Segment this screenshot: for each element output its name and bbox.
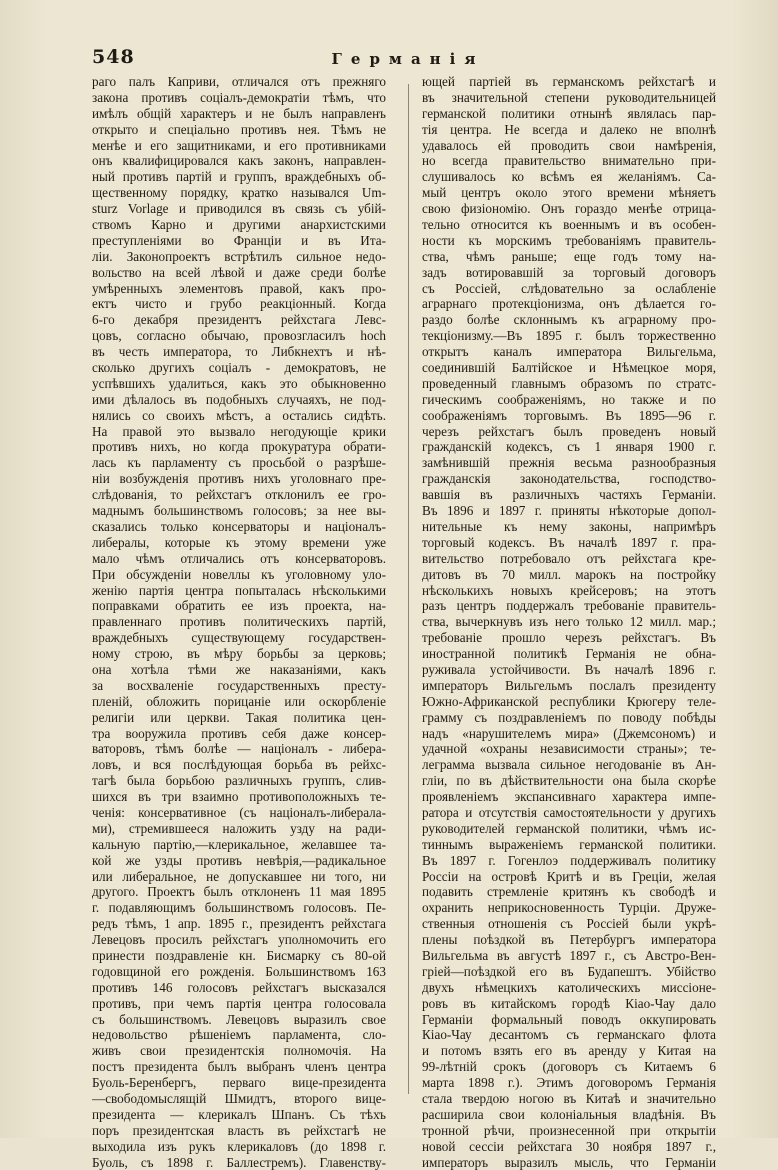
- text-line: Германіи формальный поводъ оккупировать: [422, 1011, 716, 1027]
- text-line: ловъ, и вся послѣдующая борьба въ рейхс-: [92, 757, 386, 773]
- text-line: подавить стремленіе критянъ къ свободѣ и: [422, 884, 716, 900]
- text-line: требованіе прошло черезъ рейхстагъ. Въ: [422, 630, 716, 646]
- text-line: стала твердою ногою въ Китаѣ и значительно: [422, 1091, 716, 1106]
- text-line: ваторовъ, тѣмъ болѣе — націоналъ - либера-: [92, 741, 386, 757]
- text-line: имѣлъ общій характеръ и не былъ направленъ: [92, 105, 386, 121]
- text-line: свою физіономію. Онъ гораздо менѣе отрица-: [422, 201, 716, 217]
- text-line: ровъ въ китайскомъ городѣ Кiao-Чау дало: [422, 995, 716, 1011]
- text-line: нительные къ нему законы, напримѣръ: [422, 518, 716, 534]
- running-title: Германія: [331, 50, 485, 68]
- text-line: редъ тѣмъ, 1 апр. 1895 г., президентъ рейхстага: [92, 916, 386, 932]
- text-line: торговый кодексъ. Въ началѣ 1897 г. пра-: [422, 534, 716, 550]
- text-line: тронной рѣчи, произнесенной при открытіи: [422, 1122, 716, 1138]
- text-line: 99-лѣтній срокъ (договоръ съ Китаемъ 6: [422, 1059, 716, 1075]
- text-line: за восхваленіе государственныхъ престу-: [92, 677, 386, 693]
- text-line: принести поздравленіе кн. Бисмарку съ 80-ой: [92, 947, 386, 963]
- text-line: грамму съ поздравленіемъ по поводу побѣды: [422, 709, 716, 725]
- text-line: кальную партію,—клерикальное, желавшее та-: [92, 836, 386, 852]
- text-line: президента — клерикалъ Шпанъ. Съ тѣхъ: [92, 1106, 386, 1122]
- text-line: дитовъ въ 70 милл. марокъ на постройку: [422, 566, 716, 582]
- text-line: гліи, по въ дѣйствительности она была скорѣе: [422, 773, 716, 789]
- text-line: съ Россіей, слѣдовательно за ослабленіе: [422, 280, 716, 296]
- text-line: леграмма вызвала сильное негодованіе въ Ан-: [422, 757, 716, 773]
- text-line: противъ, при чемъ партія центра голосовала: [92, 995, 386, 1011]
- text-line: иностранной политикѣ Германія не обна-: [422, 646, 716, 662]
- text-line: раго палъ Каприви, отличался отъ прежняго: [92, 74, 386, 89]
- text-line: новой сессіи рейхстага 30 ноября 1897 г.,: [422, 1138, 716, 1154]
- text-line: ному строю, въ мѣру борьбы за церковь;: [92, 646, 386, 662]
- text-line: противъ нихъ, но когда прокуратура обрати-: [92, 439, 386, 455]
- text-line: ства, вычеркнувъ изъ него только 12 милл. мар.;: [422, 614, 716, 630]
- text-line: руководителей германской политики, чѣмъ ис-: [422, 820, 716, 836]
- column-divider: [408, 84, 409, 1094]
- text-line: sturz Vorlage и приводился въ связь съ убій-: [92, 201, 386, 217]
- text-line: либералы, которые къ этому времени уже: [92, 534, 386, 550]
- text-line: женію партія центра попыталась нѣсколькими: [92, 582, 386, 598]
- text-line: замѣнившій прежнія весьма разнообразныя: [422, 455, 716, 471]
- text-line: удавалось ей проводить свои намѣренія,: [422, 137, 716, 153]
- text-line: задъ вотировавшій за торговый договоръ: [422, 264, 716, 280]
- text-line: слѣдованія, то рейхстагъ отклонилъ ее гро-: [92, 487, 386, 503]
- text-line: цовъ, согласно обычаю, провозгласилъ hoch: [92, 328, 386, 344]
- text-line: менѣе и его защитниками, и его противниками: [92, 137, 386, 153]
- text-line: закона противъ соціалъ-демократіи тѣмъ, что: [92, 89, 386, 105]
- text-line: нѣсколькихъ новыхъ крейсеровъ; на этотъ: [422, 582, 716, 598]
- text-line: открыто и спеціально противъ нея. Тѣмъ не: [92, 121, 386, 137]
- text-line: шихся въ три взаимно противоположныхъ те-: [92, 789, 386, 805]
- text-line: съ большинствомъ. Левецовъ выразилъ свое: [92, 1011, 386, 1027]
- text-line: императоръ выразилъ мысль, что Германіи: [422, 1154, 716, 1170]
- text-line: мый центръ около этого времени мѣняетъ: [422, 185, 716, 201]
- text-line: императоръ Вильгельмъ послалъ президенту: [422, 677, 716, 693]
- text-line: сколько другихъ соціалъ - демократовъ, не: [92, 360, 386, 376]
- text-line: гріей—поѣздкой его въ Будапештъ. Убійство: [422, 963, 716, 979]
- text-line: раздо болѣе склоннымъ къ аграрному про-: [422, 312, 716, 328]
- text-line: удачной «охраны независимости страны»; те-: [422, 741, 716, 757]
- text-line: тія центра. Не всегда и далеко не вполнѣ: [422, 121, 716, 137]
- text-line: лась къ парламенту съ просьбой о разрѣше-: [92, 455, 386, 471]
- right-column: [422, 74, 716, 1170]
- text-line: Кiao-Чау десантомъ съ германскаго флота: [422, 1027, 716, 1043]
- text-line: германской политики отнынѣ являлась пар-: [422, 105, 716, 121]
- text-line: соображеніямъ торговымъ. Въ 1895—96 г.: [422, 407, 716, 423]
- text-line: марта 1898 г.). Этимъ договоромъ Германія: [422, 1075, 716, 1091]
- text-line: Вильгельма въ августѣ 1897 г., съ Австро-Вен-: [422, 947, 716, 963]
- text-line: живъ свои президентскія полномочія. На: [92, 1043, 386, 1059]
- text-line: щественному порядку, кратко назывался Um-: [92, 185, 386, 201]
- text-line: охранить неприкосновенность Турціи. Друже-: [422, 900, 716, 916]
- page-number: 548: [92, 46, 135, 68]
- text-line: въ честь императора, то Либкнехтъ и нѣ-: [92, 344, 386, 360]
- text-line: религіи или церкви. Такая политика цен-: [92, 709, 386, 725]
- text-line: соединившій Балтійское и Нѣмецкое моря,: [422, 360, 716, 376]
- text-line: Буоль, съ 1898 г. Баллестремъ). Главенству-: [92, 1154, 386, 1170]
- text-line: проведенный главнымъ образомъ по стратс-: [422, 375, 716, 391]
- text-line: ратора и отсутствія самостоятельности у другихъ: [422, 804, 716, 820]
- text-line: Въ 1896 и 1897 г. приняты нѣкоторые допол-: [422, 503, 716, 519]
- text-line: Южно-Африканской республики Крюгеру теле-: [422, 693, 716, 709]
- text-line: умѣренныхъ элементовъ правой, какъ про-: [92, 280, 386, 296]
- text-line: недовольство рѣшеніемъ парламента, сло-: [92, 1027, 386, 1043]
- text-line: постъ президента былъ выбранъ членъ центра: [92, 1059, 386, 1075]
- text-line: и потомъ взять его въ аренду у Китая на: [422, 1043, 716, 1059]
- text-line: онъ квалифицировался какъ законъ, направлен-: [92, 153, 386, 169]
- text-line: надъ «нарушителемъ мира» (Джемсономъ) и: [422, 725, 716, 741]
- text-line: ства, чѣмъ раньше; еще годъ тому на-: [422, 248, 716, 264]
- text-line: въ значительной степени руководительницей: [422, 89, 716, 105]
- text-line: успѣвшихъ удалиться, какъ это обыкновенно: [92, 375, 386, 391]
- text-line: преступленіями во Франціи и въ Ита-: [92, 232, 386, 248]
- text-line: тельно относится къ военнымъ и въ особен-: [422, 217, 716, 233]
- text-line: г. подавляющимъ большинствомъ голосовъ. Пе-: [92, 900, 386, 916]
- text-line: ный противъ партій и группъ, враждебныхъ об-: [92, 169, 386, 185]
- text-line: ліи. Законопроектъ встрѣтилъ сильное недо-: [92, 248, 386, 264]
- text-line: вительство потребовало отъ рейхстага кре-: [422, 550, 716, 566]
- text-line: правленнаго противъ политическихъ партій,: [92, 614, 386, 630]
- text-line: Левецовъ просилъ рейхстагъ уполномочить его: [92, 932, 386, 948]
- text-line: На правой это вызвало негодующіе крики: [92, 423, 386, 439]
- text-line: расширила свои колоніальныя владѣнія. Въ: [422, 1106, 716, 1122]
- text-line: она хотѣла тѣми же наказаніями, какъ: [92, 661, 386, 677]
- text-line: тиннымъ выраженіемъ германской политики.: [422, 836, 716, 852]
- text-line: 6-го декабря президентъ рейхстага Левс-: [92, 312, 386, 328]
- text-line: выходила изъ рукъ клерикаловъ (до 1898 г.: [92, 1138, 386, 1154]
- text-line: ніи возбужденія противъ нихъ уголовнаго пре-: [92, 471, 386, 487]
- text-line: черезъ рейхстагъ былъ проведенъ новый: [422, 423, 716, 439]
- text-line: другого. Проектъ былъ отклоненъ 11 мая 1895: [92, 884, 386, 900]
- text-line: вольство на всей лѣвой и даже среди болѣе: [92, 264, 386, 280]
- text-line: тагѣ была борьбою различныхъ группъ, слив-: [92, 773, 386, 789]
- text-line: ющей партіей въ германскомъ рейхстагѣ и: [422, 74, 716, 89]
- text-line: ми), стремившееся наложить узду на ради-: [92, 820, 386, 836]
- text-line: ственныя отношенія съ Россіей были укрѣ-: [422, 916, 716, 932]
- text-line: Россіи на островѣ Критѣ и въ Греціи, желая: [422, 868, 716, 884]
- text-line: или либеральное, не допускавшее ни того, ни: [92, 868, 386, 884]
- text-line: Буоль-Беренбергъ, перваго вице-президента: [92, 1075, 386, 1091]
- text-line: враждебныхъ существующему государствен-: [92, 630, 386, 646]
- text-line: текціонизму.—Въ 1895 г. былъ торжественно: [422, 328, 716, 344]
- text-line: вавшія въ различныхъ частяхъ Германіи.: [422, 487, 716, 503]
- text-line: маднымъ большинствомъ голосовъ; за нее вы-: [92, 503, 386, 519]
- text-line: мало чѣмъ отличались отъ консерваторовъ.: [92, 550, 386, 566]
- text-line: кой же узды противъ невѣрія,—радикальное: [92, 852, 386, 868]
- text-line: гражданскій кодексъ, съ 1 января 1900 г.: [422, 439, 716, 455]
- text-line: гическимъ соображеніямъ, но также и по: [422, 391, 716, 407]
- text-line: сказались только консерваторы и націоналъ-: [92, 518, 386, 534]
- text-line: пленій, обложить порицаніе или оскорбленіе: [92, 693, 386, 709]
- text-line: —свободомыслящій Шмидтъ, второго вице-: [92, 1091, 386, 1106]
- text-line: двухъ нѣмецкихъ католическихъ миссіоне-: [422, 979, 716, 995]
- text-line: слушивалось ко всѣмъ ея желаніямъ. Са-: [422, 169, 716, 185]
- text-line: ими дѣлалось въ подобныхъ случаяхъ, не под-: [92, 391, 386, 407]
- text-line: ченія: консервативное (съ націоналъ-либерала-: [92, 804, 386, 820]
- text-line: открытъ каналъ императора Вильгельма,: [422, 344, 716, 360]
- text-line: годовщиной его рожденія. Большинствомъ 163: [92, 963, 386, 979]
- text-line: ности къ морскимъ требованіямъ правитель-: [422, 232, 716, 248]
- text-line: но всегда правительство внимательно при-: [422, 153, 716, 169]
- text-line: При обсужденіи новеллы къ уголовному уло-: [92, 566, 386, 582]
- text-line: поправками обратить ее изъ проекта, на-: [92, 598, 386, 614]
- text-line: руживала устойчивости. Въ началѣ 1896 г.: [422, 661, 716, 677]
- text-line: нялись со своихъ мѣстъ, а остались сидѣть.: [92, 407, 386, 423]
- text-line: разъ центръ поддержалъ требованіе правитель-: [422, 598, 716, 614]
- left-column: [92, 74, 386, 1170]
- page-header: [92, 46, 724, 74]
- text-line: ствомъ Карно и другими анархистскими: [92, 217, 386, 233]
- text-line: Въ 1897 г. Гогенлоэ поддерживалъ политику: [422, 852, 716, 868]
- text-line: тра вооружила противъ себя даже консер-: [92, 725, 386, 741]
- text-line: гражданскія законодательства, господство-: [422, 471, 716, 487]
- text-line: аграрнаго протекціонизма, онъ дѣлается го-: [422, 296, 716, 312]
- text-line: противъ 146 голосовъ рейхстагъ высказался: [92, 979, 386, 995]
- text-line: плены поѣздкой въ Петербургъ императора: [422, 932, 716, 948]
- text-line: поръ президентская власть въ рейхстагѣ не: [92, 1122, 386, 1138]
- text-line: проявленіемъ экспансивнаго характера импе-: [422, 789, 716, 805]
- text-line: ектъ чисто и грубо реакціонный. Когда: [92, 296, 386, 312]
